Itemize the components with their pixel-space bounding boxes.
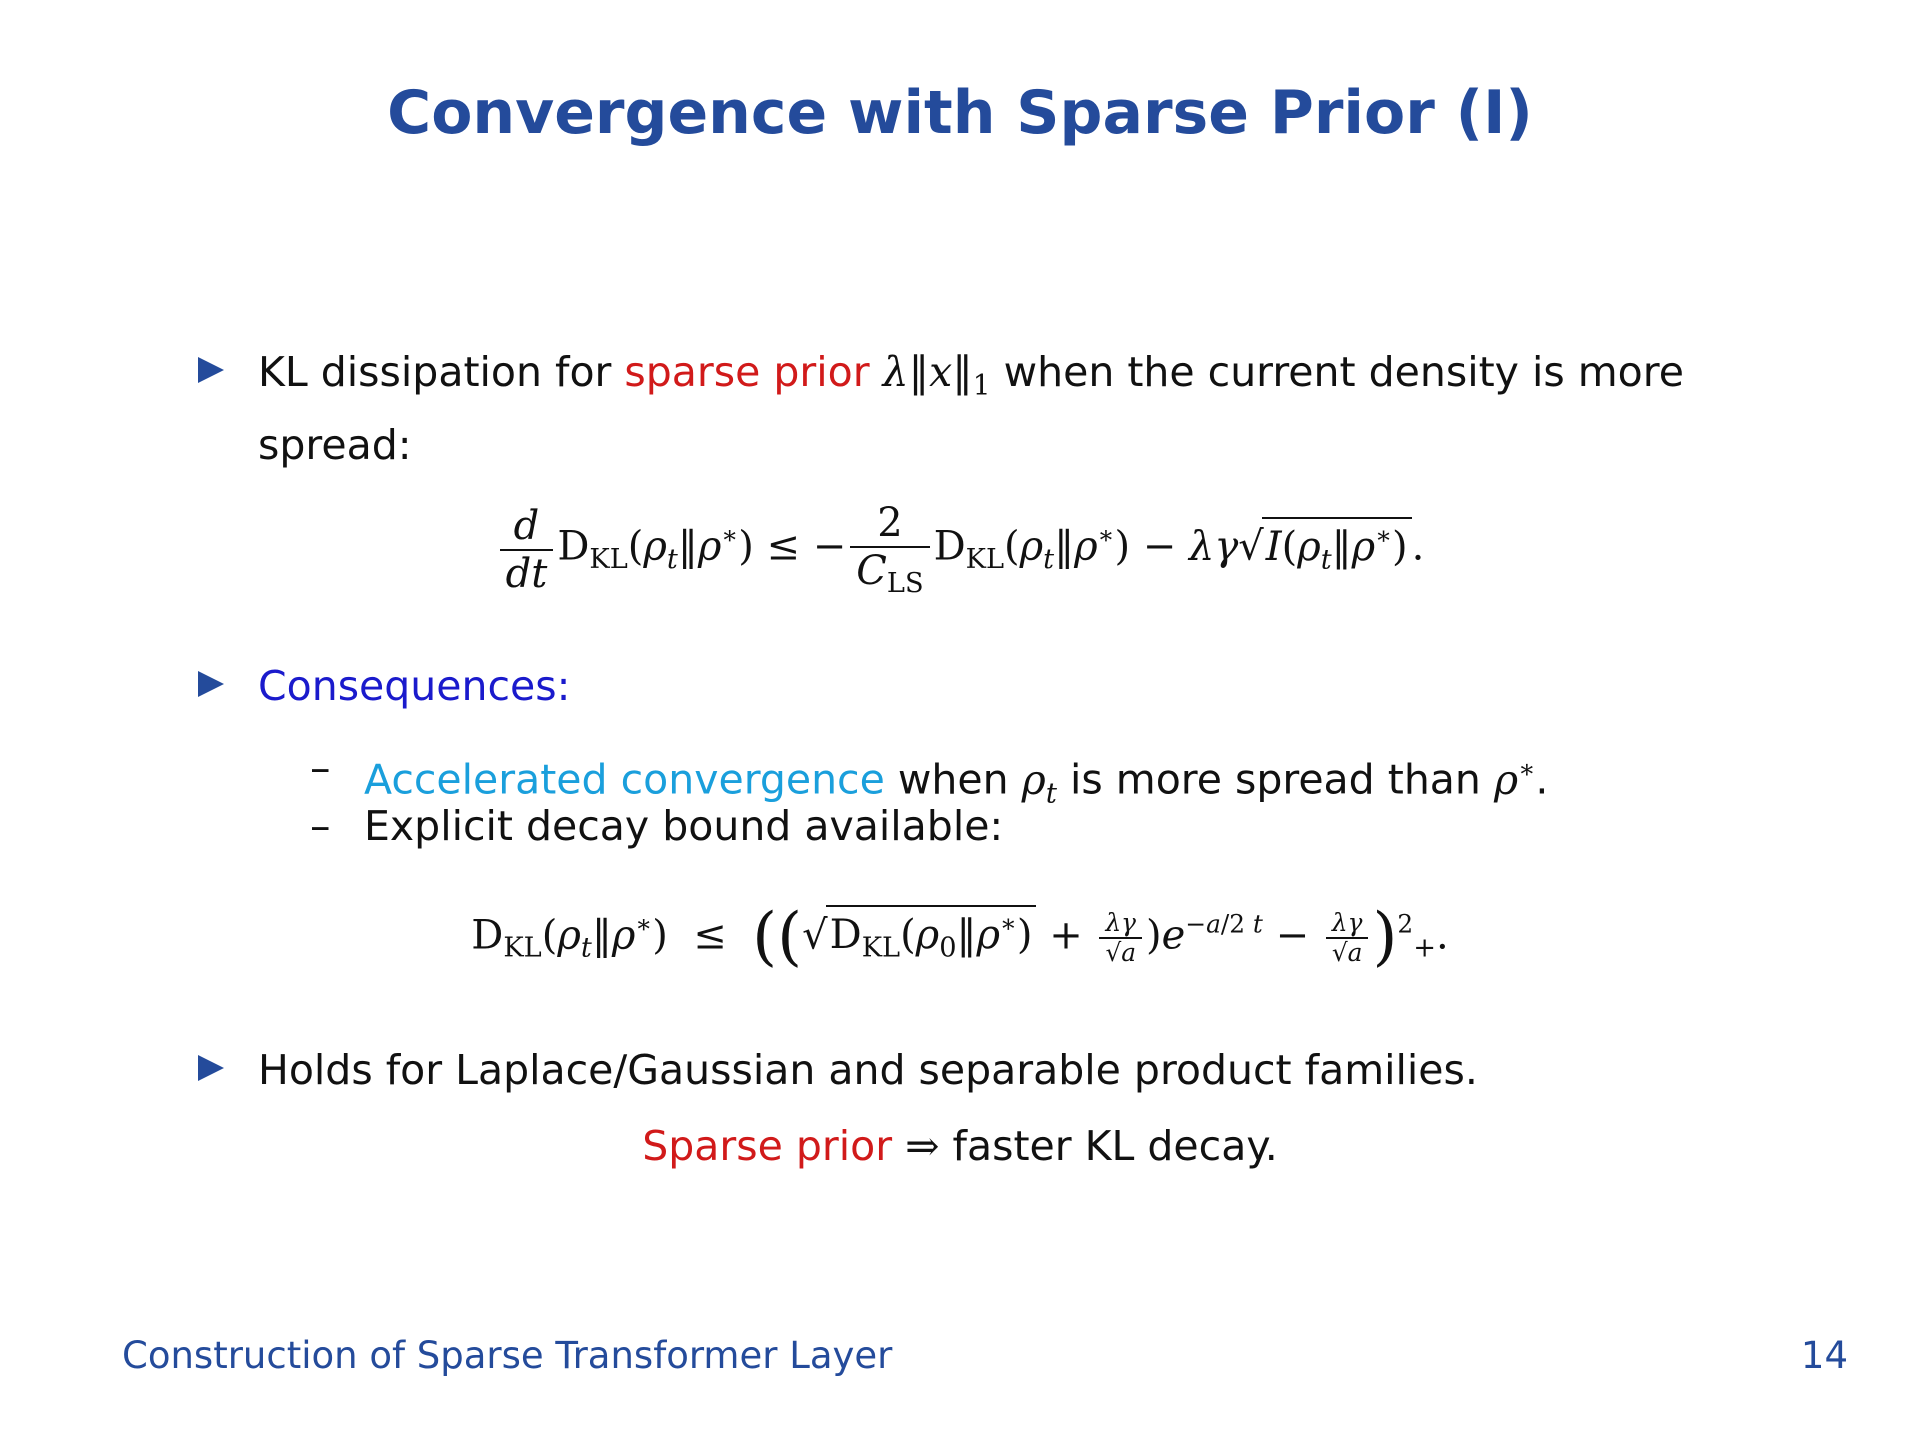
sub-item-decay-bound xyxy=(310,796,1710,856)
rho-t-symbol: $\rho_t$ xyxy=(1021,755,1057,809)
accelerated-convergence-highlight: Accelerated convergence xyxy=(364,755,885,804)
dash-marker: – xyxy=(310,744,331,792)
footer-title: Construction of Sparse Transformer Layer xyxy=(122,1334,893,1377)
page-number: 14 xyxy=(1800,1334,1848,1377)
bullet-consequences xyxy=(198,656,1738,716)
sub-item-text-mid: when xyxy=(884,755,1022,804)
lambda-gamma-fraction-2: $\frac{\lambda\gamma}{√a}$ xyxy=(1326,909,1369,968)
slide-title: Convergence with Sparse Prior (I) xyxy=(387,78,1533,148)
sub-item-text-end: is more spread than xyxy=(1056,755,1494,804)
bullet-triangle-icon xyxy=(198,357,224,383)
decay-bound-text: Explicit decay bound available: xyxy=(364,802,1004,850)
time-derivative-fraction: $\frac{d}{dt}$ xyxy=(500,503,554,597)
conclusion-highlight: Sparse prior xyxy=(642,1122,893,1170)
explicit-decay-bound: $D_{KL}(\rho_t‖\rho^∗)$ ≤ (($√D_{KL}(\rho_0‖\rho^∗)$ + $\frac{\lambda\gamma}{√a}$ )$e^{-a/2 t}$ − $\frac{\lambda\gamma}{√a}$ )$^2_+$. xyxy=(471,900,1449,974)
bullet-triangle-icon xyxy=(198,671,224,697)
kl-dissipation-inequality: $\frac{d}{dt}$ $D_{KL}(\rho_t‖\rho^∗)$ ≤ − $\frac{2}{C_{LS}}$ $D_{KL}(\rho_t‖\rho^∗)$ − $\lambda\gamma√I(\rho_t‖\rho^∗)$ . xyxy=(0,500,1920,599)
bullet-text xyxy=(258,342,1738,475)
bullet-kl-dissipation xyxy=(198,342,1738,475)
conclusion-line xyxy=(0,1122,1920,1170)
log-sobolev-fraction: $\frac{2}{C_{LS}}$ xyxy=(850,500,929,599)
conclusion-text: faster KL decay. xyxy=(952,1122,1278,1170)
initial-kl-sqrt: $D_{KL}(\rho_0‖\rho^∗)$ xyxy=(826,905,1037,963)
bullet-holds-for xyxy=(198,1040,1738,1100)
sparse-prior-highlight: sparse prior xyxy=(624,348,870,396)
holds-for-text: Holds for Laplace/Gaussian and separable product families. xyxy=(258,1046,1478,1094)
dash-marker: – xyxy=(310,802,331,850)
implies-arrow: ⇒ xyxy=(905,1122,940,1170)
bullet-triangle-icon xyxy=(198,1055,224,1081)
consequences-label: Consequences: xyxy=(258,662,571,710)
bullet-text-after: when the current density is more spread: xyxy=(258,348,1684,470)
rho-star-symbol: ρ∗ xyxy=(1493,753,1536,804)
bullet-text-before: KL dissipation for xyxy=(258,348,625,396)
lambda-gamma-fraction: $\frac{\lambda\gamma}{√a}$ xyxy=(1099,909,1142,968)
sub-item-text: Accelerated convergence when $\rho_t$ is more spread than ρ∗. xyxy=(364,753,1549,809)
fisher-information-sqrt: $I(\rho_t‖\rho^∗)$ xyxy=(1262,517,1412,575)
l1-norm-formula: $\lambda‖x‖_1$ xyxy=(882,348,991,402)
